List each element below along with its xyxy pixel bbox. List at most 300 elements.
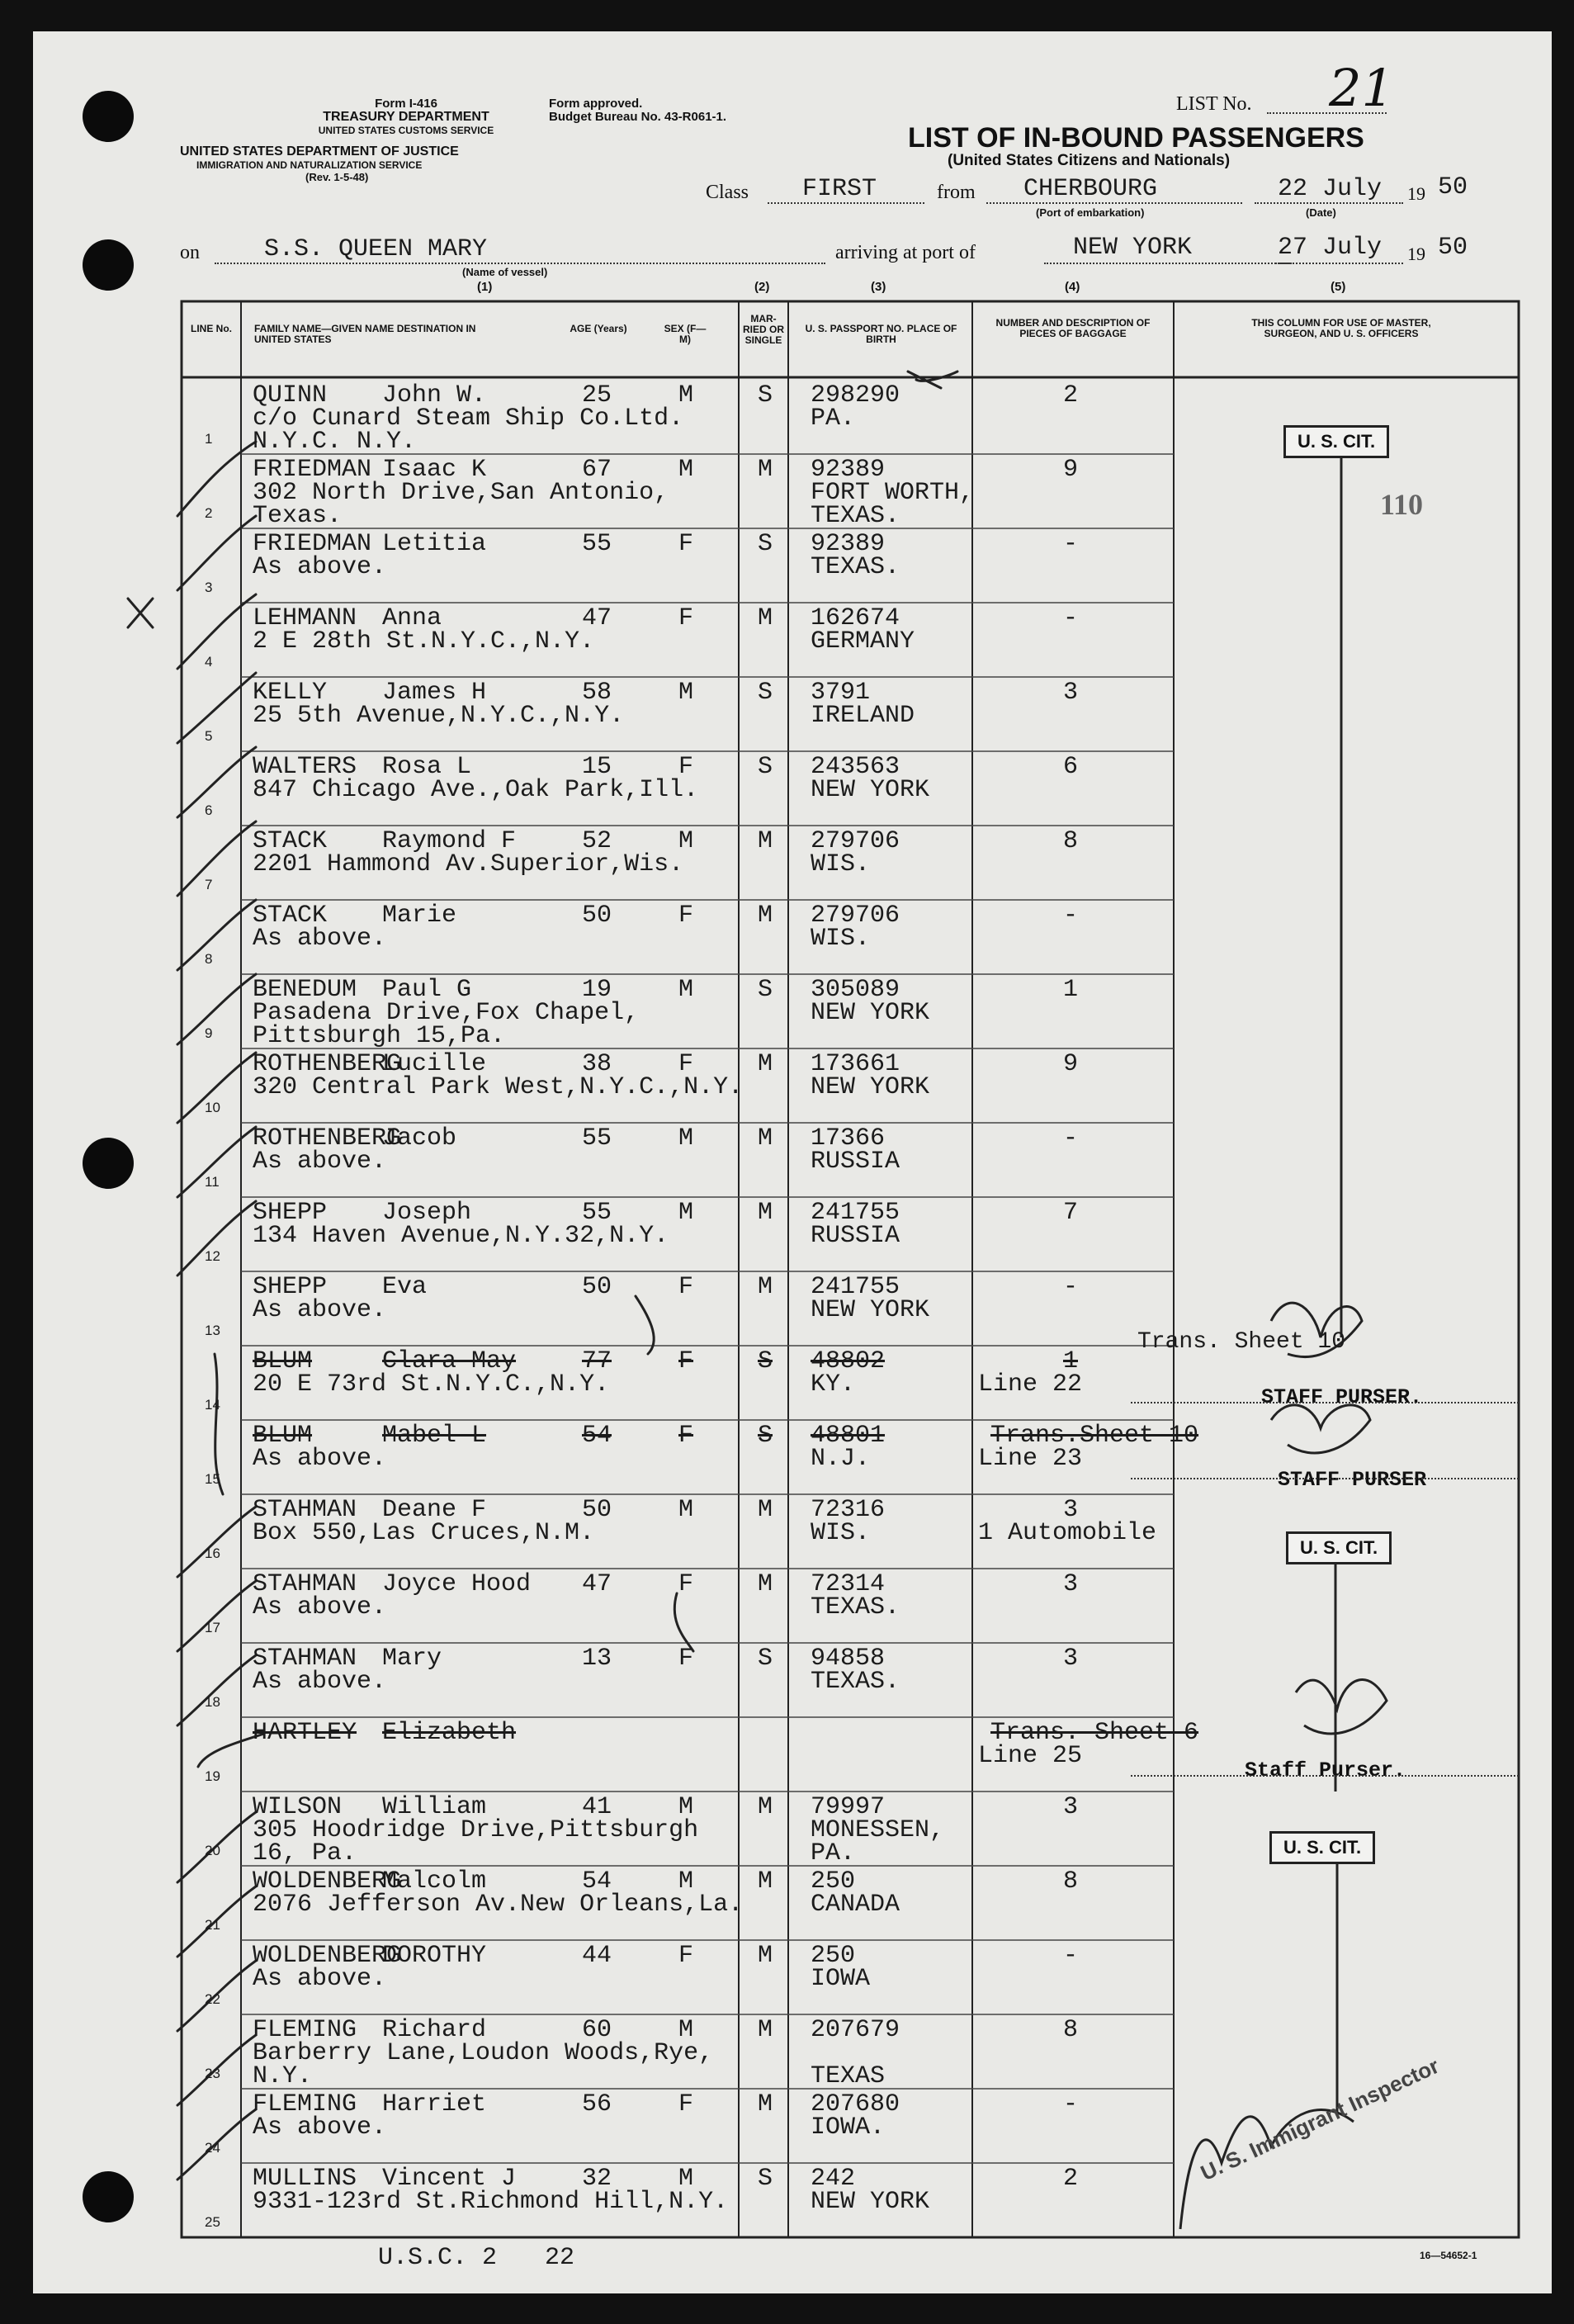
row-ms: S <box>758 753 773 781</box>
row-age: 25 <box>582 381 612 409</box>
row-age: 67 <box>582 456 612 484</box>
row-given: Paul G <box>382 976 472 1004</box>
row-passport: 72316 <box>811 1496 886 1524</box>
budget-bureau: Budget Bureau No. 43-R061-1. <box>549 110 727 124</box>
table-row <box>0 1123 1574 1197</box>
row-line: 5 <box>205 728 213 744</box>
row-given: DOROTHY <box>382 1942 487 1970</box>
immigrant-inspector-stamp: U. S. Immigrant Inspector <box>1197 2052 1444 2186</box>
row-sex: M <box>678 1793 694 1821</box>
row-sex: F <box>678 1347 694 1375</box>
row-passport: 207679 <box>811 2016 900 2044</box>
row-ms: S <box>758 1347 773 1375</box>
row-line: 23 <box>205 2066 220 2081</box>
row-birth: TEXAS. <box>811 553 900 581</box>
row-ms: M <box>758 1570 773 1598</box>
row-addr1: As above. <box>253 1593 387 1621</box>
row-bag: - <box>1063 1124 1079 1153</box>
row-surname: KELLY <box>253 679 328 707</box>
row-age: 54 <box>582 1867 612 1896</box>
row-surname: FRIEDMAN <box>253 530 372 558</box>
table-row <box>0 1197 1574 1271</box>
row-bag: 7 <box>1063 1199 1079 1227</box>
dept-treasury-sub: UNITED STATES CUSTOMS SERVICE <box>318 125 494 136</box>
row-birth: NEW YORK <box>811 776 930 804</box>
date-caption: (Date) <box>1306 206 1336 219</box>
from-label: from <box>937 182 976 203</box>
row-surname: QUINN <box>253 381 328 409</box>
row-bag: 9 <box>1063 456 1079 484</box>
row-addr1: 20 E 73rd St.N.Y.C.,N.Y. <box>253 1370 610 1399</box>
row-surname: MULLINS <box>253 2165 357 2193</box>
row-bag2: Line 23 <box>978 1445 1083 1473</box>
row-surname: STAHMAN <box>253 1496 357 1524</box>
table-row <box>0 1569 1574 1643</box>
row-ms: M <box>758 1273 773 1301</box>
header-line-no: LINE No. <box>191 323 232 334</box>
form-approved: Form approved. <box>549 97 643 111</box>
row-addr1: As above. <box>253 925 387 953</box>
year-prefix-2: 19 <box>1407 244 1425 264</box>
row-sex: M <box>678 2016 694 2044</box>
row-age: 55 <box>582 530 612 558</box>
row-bag: Trans. Sheet 6 <box>990 1719 1199 1747</box>
row-bag: - <box>1063 1942 1079 1970</box>
table-row <box>0 900 1574 974</box>
row-given: William <box>382 1793 487 1821</box>
row-addr1: 302 North Drive,San Antonio, <box>253 479 669 507</box>
row-age: 47 <box>582 1570 612 1598</box>
row-birth: RUSSIA <box>811 1148 900 1176</box>
row-given: Elizabeth <box>382 1719 517 1747</box>
row-addr1: As above. <box>253 2113 387 2142</box>
row-surname: WALTERS <box>253 753 357 781</box>
row-age: 55 <box>582 1199 612 1227</box>
row-bag: 1 <box>1063 1347 1079 1375</box>
row-given: Raymond F <box>382 827 517 855</box>
row-bag2: 1 Automobile <box>978 1519 1157 1547</box>
row-bag: 8 <box>1063 1867 1079 1896</box>
trans-note-1: Trans. Sheet 10 <box>1137 1329 1346 1355</box>
table-row <box>0 826 1574 900</box>
row-birth2: PA. <box>811 1839 856 1867</box>
col-num-5: (5) <box>1331 280 1346 294</box>
row-bag: 2 <box>1063 381 1079 409</box>
row-age: 56 <box>582 2090 612 2118</box>
row-line: 18 <box>205 1694 220 1710</box>
row-line: 1 <box>205 431 213 447</box>
row-given: Lucille <box>382 1050 487 1078</box>
row-bag: Trans.Sheet 10 <box>990 1422 1199 1450</box>
row-surname: STACK <box>253 827 328 855</box>
row-surname: BENEDUM <box>253 976 357 1004</box>
arrival-port: NEW YORK <box>1073 234 1193 262</box>
row-birth: PA. <box>811 405 856 433</box>
row-addr2: 16, Pa. <box>253 1839 357 1867</box>
row-line: 17 <box>205 1620 220 1635</box>
row-ms: M <box>758 1199 773 1227</box>
row-line: 4 <box>205 654 213 670</box>
row-bag: 2 <box>1063 2165 1079 2193</box>
row-bag: 3 <box>1063 1793 1079 1821</box>
row-age: 55 <box>582 1124 612 1153</box>
row-addr2: Texas. <box>253 502 343 530</box>
col-num-3: (3) <box>871 280 886 294</box>
row-line: 25 <box>205 2214 220 2230</box>
row-age: 77 <box>582 1347 612 1375</box>
row-addr1: Barberry Lane,Loudon Woods,Rye, <box>253 2039 714 2067</box>
row-bag: - <box>1063 604 1079 632</box>
row-passport: 79997 <box>811 1793 886 1821</box>
table-row <box>0 1940 1574 2014</box>
port-embark-caption: (Port of embarkation) <box>1036 206 1145 219</box>
row-addr1: 2076 Jefferson Av.New Orleans,La. <box>253 1891 744 1919</box>
row-ms: M <box>758 456 773 484</box>
row-bag: 1 <box>1063 976 1079 1004</box>
row-bag2: Line 22 <box>978 1370 1083 1399</box>
row-ms: M <box>758 1867 773 1896</box>
row-sex: M <box>678 976 694 1004</box>
row-age: 15 <box>582 753 612 781</box>
staff-purser-3: Staff Purser. <box>1245 1758 1406 1782</box>
row-bag: 3 <box>1063 679 1079 707</box>
row-birth: WIS. <box>811 925 871 953</box>
row-birth: RUSSIA <box>811 1222 900 1250</box>
row-addr2: Pittsburgh 15,Pa. <box>253 1022 506 1050</box>
header-baggage: NUMBER AND DESCRIPTION OF PIECES OF BAGGAGE <box>995 317 1151 339</box>
dotted-line <box>1131 1775 1519 1777</box>
header-name: FAMILY NAME—GIVEN NAME DESTINATION IN UNITED STATES <box>254 323 476 345</box>
row-addr1: 134 Haven Avenue,N.Y.32,N.Y. <box>253 1222 669 1250</box>
row-ms: S <box>758 1422 773 1450</box>
row-addr1: 320 Central Park West,N.Y.C.,N.Y. <box>253 1073 744 1101</box>
row-passport: 17366 <box>811 1124 886 1153</box>
arriving-label: arriving at port of <box>835 242 976 263</box>
table-row <box>0 2163 1574 2237</box>
dotted-line <box>1131 1478 1519 1479</box>
row-sex: M <box>678 1496 694 1524</box>
row-given: Mary <box>382 1645 442 1673</box>
row-passport: 242 <box>811 2165 856 2193</box>
row-ms: M <box>758 902 773 930</box>
row-birth: WIS. <box>811 1519 871 1547</box>
row-age: 32 <box>582 2165 612 2193</box>
row-sex: F <box>678 604 694 632</box>
row-passport: 250 <box>811 1942 856 1970</box>
dept-treasury: TREASURY DEPARTMENT <box>323 110 489 124</box>
row-ms: S <box>758 976 773 1004</box>
row-birth: WIS. <box>811 850 871 878</box>
row-passport: 92389 <box>811 530 886 558</box>
row-ms: S <box>758 530 773 558</box>
row-sex: F <box>678 2090 694 2118</box>
row-surname: STAHMAN <box>253 1570 357 1598</box>
row-birth: TEXAS. <box>811 1668 900 1696</box>
row-given: Richard <box>382 2016 487 2044</box>
row-passport: 92389 <box>811 456 886 484</box>
row-line: 2 <box>205 505 213 521</box>
row-line: 9 <box>205 1025 213 1041</box>
row-ms: M <box>758 2090 773 2118</box>
table-row <box>0 1048 1574 1123</box>
row-surname: FRIEDMAN <box>253 456 372 484</box>
row-addr1: As above. <box>253 1296 387 1324</box>
table-row <box>0 751 1574 826</box>
row-ms: S <box>758 679 773 707</box>
row-passport: 279706 <box>811 827 900 855</box>
table-row <box>0 974 1574 1048</box>
page-subtitle: (United States Citizens and Nationals) <box>948 152 1231 169</box>
row-age: 50 <box>582 1273 612 1301</box>
row-surname: FLEMING <box>253 2090 357 2118</box>
row-bag: - <box>1063 902 1079 930</box>
row-birth: CANADA <box>811 1891 900 1919</box>
row-surname: SHEPP <box>253 1273 328 1301</box>
row-bag: 8 <box>1063 2016 1079 2044</box>
row-ms: M <box>758 1050 773 1078</box>
departure-year: 50 <box>1438 173 1468 201</box>
list-no-label: LIST No. <box>1176 93 1252 115</box>
row-sex: F <box>678 1645 694 1673</box>
us-cit-stamp: U. S. CIT. <box>1286 1531 1392 1564</box>
row-ms: M <box>758 604 773 632</box>
footer-usc: U.S.C. 2 <box>378 2244 498 2272</box>
row-given: Isaac K <box>382 456 487 484</box>
row-age: 60 <box>582 2016 612 2044</box>
row-ms: M <box>758 827 773 855</box>
row-addr2: N.Y.C. N.Y. <box>253 428 417 456</box>
revision: (Rev. 1-5-48) <box>305 171 369 183</box>
row-surname: SHEPP <box>253 1199 328 1227</box>
row-birth: KY. <box>811 1370 856 1399</box>
row-age: 52 <box>582 827 612 855</box>
row-line: 10 <box>205 1100 220 1115</box>
row-passport: 94858 <box>811 1645 886 1673</box>
row-sex: M <box>678 1199 694 1227</box>
row-birth: NEW YORK <box>811 1073 930 1101</box>
arrival-port-line <box>1044 263 1292 264</box>
row-bag: 3 <box>1063 1645 1079 1673</box>
row-passport: 298290 <box>811 381 900 409</box>
us-cit-stamp: U. S. CIT. <box>1283 425 1389 458</box>
row-passport: 48801 <box>811 1422 886 1450</box>
row-ms: M <box>758 1793 773 1821</box>
row-line: 21 <box>205 1917 220 1933</box>
row-given: Mabel L <box>382 1422 487 1450</box>
staff-purser-2: STAFF PURSER <box>1278 1468 1427 1492</box>
row-addr1: As above. <box>253 1965 387 1993</box>
row-sex: F <box>678 530 694 558</box>
row-surname: BLUM <box>253 1422 313 1450</box>
row-given: Eva <box>382 1273 428 1301</box>
table-row <box>0 1866 1574 1940</box>
row-addr1: 847 Chicago Ave.,Oak Park,Ill. <box>253 776 699 804</box>
row-addr1: As above. <box>253 1668 387 1696</box>
row-age: 58 <box>582 679 612 707</box>
row-passport: 3791 <box>811 679 871 707</box>
year-prefix: 19 <box>1407 183 1425 204</box>
dotted-line <box>1131 1402 1519 1403</box>
row-given: Rosa L <box>382 753 472 781</box>
row-given: Anna <box>382 604 442 632</box>
table-row <box>0 677 1574 751</box>
row-sex: F <box>678 1422 694 1450</box>
row-ms: M <box>758 1124 773 1153</box>
row-line: 22 <box>205 1991 220 2007</box>
row-age: 41 <box>582 1793 612 1821</box>
table-row <box>0 2014 1574 2089</box>
table-row <box>0 454 1574 528</box>
row-addr1: c/o Cunard Steam Ship Co.Ltd. <box>253 405 684 433</box>
row-bag2: Line 25 <box>978 1742 1083 1770</box>
col-num-1: (1) <box>477 280 493 294</box>
header-sex: SEX (F—M) <box>664 323 707 345</box>
row-line: 24 <box>205 2140 220 2156</box>
row-given: Letitia <box>382 530 487 558</box>
row-age: 13 <box>582 1645 612 1673</box>
row-bag: 8 <box>1063 827 1079 855</box>
header-married: MAR-RIED OR SINGLE <box>742 313 784 346</box>
row-surname: FLEMING <box>253 2016 357 2044</box>
row-bag: - <box>1063 1273 1079 1301</box>
row-passport: 241755 <box>811 1273 900 1301</box>
row-passport: 305089 <box>811 976 900 1004</box>
row-birth: MONESSEN, <box>811 1816 945 1844</box>
row-birth: IOWA <box>811 1965 871 1993</box>
row-line: 14 <box>205 1397 220 1413</box>
form-number: Form I-416 <box>375 97 437 111</box>
row-addr1: 2 E 28th St.N.Y.C.,N.Y. <box>253 627 595 656</box>
row-given: Malcolm <box>382 1867 487 1896</box>
row-ms: S <box>758 381 773 409</box>
row-addr1: 305 Hoodridge Drive,Pittsburgh <box>253 1816 699 1844</box>
on-label: on <box>180 242 200 263</box>
row-line: 20 <box>205 1843 220 1858</box>
header-age: AGE (Years) <box>570 323 627 334</box>
row-addr1: 25 5th Avenue,N.Y.C.,N.Y. <box>253 702 625 730</box>
row-bag: 6 <box>1063 753 1079 781</box>
row-surname: HARTLEY <box>253 1719 357 1747</box>
row-surname: BLUM <box>253 1347 313 1375</box>
row-given: Joyce Hood <box>382 1570 532 1598</box>
row-given: Jacob <box>382 1124 457 1153</box>
row-bag: 3 <box>1063 1570 1079 1598</box>
row-birth: IOWA. <box>811 2113 886 2142</box>
row-bag: - <box>1063 2090 1079 2118</box>
row-line: 8 <box>205 951 213 967</box>
row-birth: TEXAS. <box>811 1593 900 1621</box>
row-line: 12 <box>205 1248 220 1264</box>
footer-22: 22 <box>545 2244 575 2272</box>
page-title: LIST OF IN-BOUND PASSENGERS <box>908 122 1364 154</box>
row-surname: STAHMAN <box>253 1645 357 1673</box>
row-addr1: Pasadena Drive,Fox Chapel, <box>253 999 640 1027</box>
row-passport: 241755 <box>811 1199 900 1227</box>
header-use: THIS COLUMN FOR USE OF MASTER, SURGEON, AND U. S. OFFICERS <box>1251 317 1431 339</box>
row-addr2: N.Y. <box>253 2062 313 2090</box>
row-ms: S <box>758 2165 773 2193</box>
row-surname: ROTHENBERG <box>253 1050 402 1078</box>
row-bag: 9 <box>1063 1050 1079 1078</box>
row-line: 13 <box>205 1323 220 1338</box>
row-surname: ROTHENBERG <box>253 1124 402 1153</box>
row-sex: F <box>678 1050 694 1078</box>
row-passport: 207680 <box>811 2090 900 2118</box>
arrival-date-line <box>1275 263 1403 264</box>
row-line: 6 <box>205 802 213 818</box>
row-addr1: As above. <box>253 1445 387 1473</box>
list-no: 21 <box>1329 58 1394 118</box>
row-addr1: Box 550,Las Cruces,N.M. <box>253 1519 595 1547</box>
row-passport: 173661 <box>811 1050 900 1078</box>
class-value: FIRST <box>802 175 877 203</box>
row-sex: F <box>678 1273 694 1301</box>
row-passport: 162674 <box>811 604 900 632</box>
row-surname: WILSON <box>253 1793 343 1821</box>
row-age: 44 <box>582 1942 612 1970</box>
header-passport: U. S. PASSPORT NO. PLACE OF BIRTH <box>805 323 957 345</box>
row-line: 7 <box>205 877 213 892</box>
dept-justice-sub: IMMIGRATION AND NATURALIZATION SERVICE <box>196 159 423 171</box>
row-birth2: TEXAS. <box>811 502 900 530</box>
row-sex: F <box>678 753 694 781</box>
row-sex: F <box>678 1942 694 1970</box>
row-given: John W. <box>382 381 487 409</box>
row-age: 50 <box>582 1496 612 1524</box>
row-birth: NEW YORK <box>811 1296 930 1324</box>
row-birth: FORT WORTH, <box>811 479 975 507</box>
row-ms: M <box>758 2016 773 2044</box>
row-birth: NEW YORK <box>811 999 930 1027</box>
row-birth2: TEXAS <box>811 2062 886 2090</box>
row-passport: 250 <box>811 1867 856 1896</box>
row-passport: 72314 <box>811 1570 886 1598</box>
staff-purser-1: STAFF PURSER. <box>1261 1385 1423 1409</box>
vessel-name: S.S. QUEEN MARY <box>264 235 488 263</box>
row-birth: N.J. <box>811 1445 871 1473</box>
row-sex: M <box>678 381 694 409</box>
vessel-caption: (Name of vessel) <box>462 266 548 278</box>
row-line: 15 <box>205 1471 220 1487</box>
row-addr1: As above. <box>253 1148 387 1176</box>
row-sex: M <box>678 679 694 707</box>
dept-justice: UNITED STATES DEPARTMENT OF JUSTICE <box>180 144 459 159</box>
row-age: 47 <box>582 604 612 632</box>
row-given: Joseph <box>382 1199 472 1227</box>
table-row <box>0 1643 1574 1717</box>
row-sex: F <box>678 1570 694 1598</box>
row-sex: M <box>678 1867 694 1896</box>
departure-date: 22 July <box>1278 175 1383 203</box>
row-given: Deane F <box>382 1496 487 1524</box>
row-sex: M <box>678 1124 694 1153</box>
row-given: Clara May <box>382 1347 517 1375</box>
row-sex: M <box>678 456 694 484</box>
row-ms: M <box>758 1942 773 1970</box>
arrival-year: 50 <box>1438 234 1468 262</box>
row-surname: STACK <box>253 902 328 930</box>
row-passport: 243563 <box>811 753 900 781</box>
row-birth: NEW YORK <box>811 2188 930 2216</box>
row-ms: M <box>758 1496 773 1524</box>
arrival-date: 27 July <box>1278 234 1383 262</box>
us-cit-stamp: U. S. CIT. <box>1269 1831 1375 1864</box>
row-ms: S <box>758 1645 773 1673</box>
row-given: Harriet <box>382 2090 487 2118</box>
row-surname: WOLDENBERG <box>253 1942 402 1970</box>
row-age: 54 <box>582 1422 612 1450</box>
row-surname: LEHMANN <box>253 604 357 632</box>
